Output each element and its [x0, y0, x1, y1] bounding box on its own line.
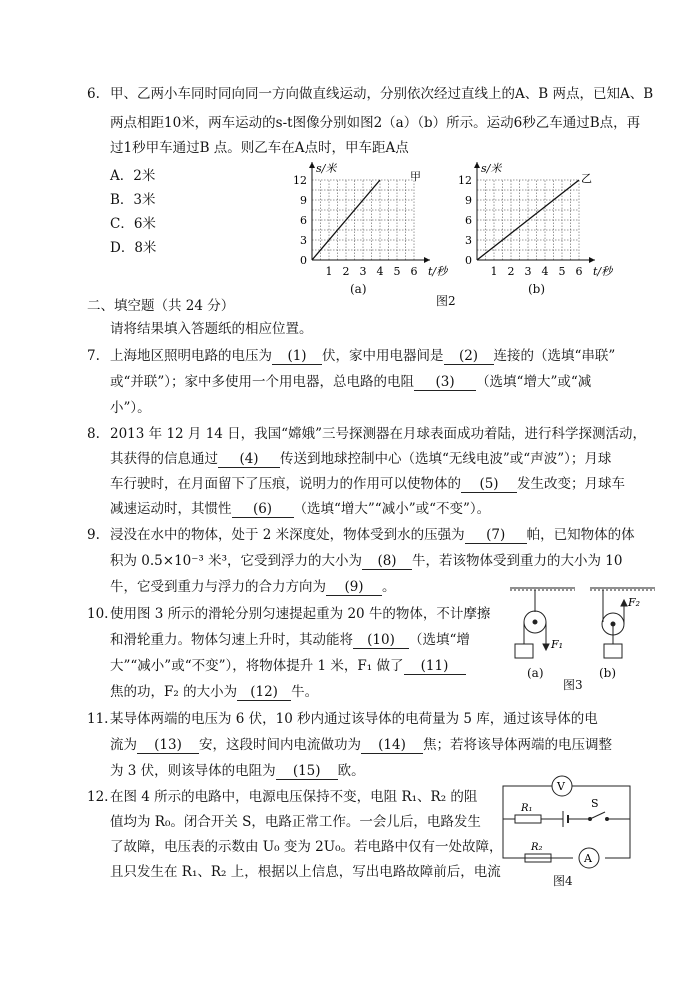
x-tick-label: 1 — [490, 265, 498, 278]
q10-line2 — [110, 630, 470, 650]
q10-text: 大”“减小”或“不变”），将物体提升 1 米，F₁ 做了 — [110, 658, 404, 674]
x-tick-label: 6 — [575, 265, 583, 278]
x-axis-label: t/秒 — [428, 265, 448, 278]
wire — [572, 786, 630, 858]
q9-text: 牛，它受到重力与浮力的合力方向为 — [110, 579, 326, 595]
blank-9[interactable]: (9) — [326, 579, 382, 596]
q10-number: 10. — [87, 606, 109, 622]
chart-a — [293, 162, 449, 278]
blank-14[interactable]: (14) — [361, 737, 423, 754]
q9-line1 — [110, 525, 635, 545]
y-tick-label: 6 — [300, 214, 307, 227]
q11-text: 欧。 — [337, 763, 365, 779]
y-axis-label: s/米 — [316, 162, 337, 175]
q10-line4 — [110, 682, 318, 702]
q9-line3 — [110, 577, 396, 597]
x-tick-label: 4 — [376, 265, 384, 278]
q9-text: 浸没在水中的物体，处于 2 米深度处，物体受到水的压强为 — [110, 527, 465, 543]
switch-label: S — [591, 797, 599, 810]
q6-line3: 过1秒甲车通过B 点。则乙车在A点时，甲车距A点 — [110, 140, 409, 156]
q11-text: 焦；若将该导体两端的电压调整 — [423, 737, 612, 753]
chart-b — [458, 162, 614, 278]
y-axis-label: s/米 — [481, 162, 502, 175]
q6-option-b: B．3米 — [110, 192, 156, 208]
section-2-note: 请将结果填入答题纸的相应位置。 — [110, 321, 313, 337]
blank-1[interactable]: (1) — [272, 348, 322, 365]
q7-number: 7. — [87, 348, 100, 364]
blank-6[interactable]: (6) — [232, 501, 294, 518]
q8-line2 — [110, 449, 611, 469]
y-tick-label: 9 — [465, 194, 472, 207]
q7-text: （选填“增大”或“减 — [476, 374, 592, 390]
fig3-caption: 图3 — [563, 678, 583, 692]
y-tick-label: 3 — [300, 234, 307, 247]
blank-7[interactable]: (7) — [465, 527, 527, 544]
q6-option-a: A．2米 — [110, 168, 156, 184]
figure-2-graphs — [280, 156, 630, 306]
q8-text: 车行驶时，在月面留下了压痕，说明力的作用可以使物体的 — [110, 476, 461, 492]
q11-text: 安，这段时间内电流做功为 — [199, 737, 361, 753]
q10-line3 — [110, 656, 466, 676]
blank-5[interactable]: (5) — [461, 476, 517, 493]
fig2-caption: 图2 — [436, 294, 456, 308]
blank-8[interactable]: (8) — [362, 553, 412, 570]
q10-line1: 使用图 3 所示的滑轮分别匀速提起重为 20 牛的物体，不计摩擦 — [110, 606, 491, 622]
q8-text: 减速运动时，其惯性 — [110, 501, 232, 517]
x-tick-label: 1 — [325, 265, 333, 278]
q9-text: 积为 0.5×10⁻³ 米³，它受到浮力的大小为 — [110, 553, 362, 569]
q8-line3 — [110, 474, 625, 494]
q8-text: （选填“增大”“减小”或“不变”）。 — [293, 501, 491, 517]
r2-label: R₂ — [531, 842, 543, 853]
q6-line1: 甲、乙两小车同时同向同一方向做直线运动，分别依次经过直线上的A、B 两点，已知A、B — [110, 86, 654, 102]
y-axis-arrow — [309, 162, 315, 168]
x-tick-label: 4 — [541, 265, 549, 278]
x-axis-arrow — [589, 257, 595, 263]
y-tick-label: 12 — [293, 174, 307, 187]
q6-option-c: C．6米 — [110, 216, 156, 232]
y-tick-label: 0 — [300, 254, 307, 267]
q6-line2: 两点相距10米，两车运动的s-t图像分别如图2（a）（b）所示。运动6秒乙车通过B点，再 — [110, 115, 641, 131]
q12-number: 12. — [87, 789, 109, 805]
y-tick-label: 0 — [465, 254, 472, 267]
fig2-b-label: (b) — [528, 282, 546, 296]
q8-line4 — [110, 499, 490, 519]
ammeter-label: A — [584, 852, 592, 865]
q7-line3: 小”）。 — [110, 400, 151, 416]
q9-line2 — [110, 551, 622, 571]
q10-text: 焦的功，F₂ 的大小为 — [110, 684, 238, 700]
blank-13[interactable]: (13) — [137, 737, 199, 754]
q7-text: 上海地区照明电路的电压为 — [110, 348, 272, 364]
y-tick-label: 12 — [458, 174, 472, 187]
q12-line3: 了故障，电压表的示数由 U₀ 变为 2U₀。若电路中仅有一处故障， — [110, 839, 503, 855]
y-axis-arrow — [474, 162, 480, 168]
x-tick-label: 2 — [342, 265, 350, 278]
q7-text: 或“并联”）；家中多使用一个用电器，总电路的电阻 — [110, 374, 415, 390]
q7-line1 — [110, 346, 615, 366]
blank-11[interactable]: (11) — [404, 658, 466, 675]
q11-number: 11. — [87, 711, 109, 727]
q11-line1: 某导体两端的电压为 6 伏，10 秒内通过该导体的电荷量为 5 库，通过该导体的电 — [110, 711, 598, 727]
q11-text: 流为 — [110, 737, 137, 753]
q8-number: 8. — [87, 426, 100, 442]
blank-3[interactable]: (3) — [414, 374, 476, 391]
q7-text: 伏，家中用电器间是 — [322, 348, 444, 364]
q10-text: 牛。 — [291, 684, 319, 700]
fig2-a-label: (a) — [350, 282, 367, 296]
q8-text: 发生改变；月球车 — [517, 476, 625, 492]
ceiling-lines — [510, 588, 655, 590]
q11-line3 — [110, 761, 365, 781]
q8-line1: 2013 年 12 月 14 日，我国“嫦娥”三号探测器在月球表面成功着陆，进行科学探测活动， — [110, 426, 646, 442]
y-tick-label: 3 — [465, 234, 472, 247]
fig4-caption: 图4 — [553, 874, 573, 888]
x-tick-label: 5 — [558, 265, 566, 278]
q8-text: 其获得的信息通过 — [110, 451, 218, 467]
q7-text: 连接的（选填“串联” — [493, 348, 616, 364]
q12-line2: 值均为 R₀。闭合开关 S，电路正常工作。一会儿后，电路发生 — [110, 814, 481, 830]
blank-15[interactable]: (15) — [276, 763, 338, 780]
q11-line2 — [110, 735, 612, 755]
r1-label: R₁ — [521, 803, 533, 814]
blank-10[interactable]: (10) — [353, 632, 409, 649]
switch-lever — [590, 812, 605, 819]
y-tick-label: 9 — [300, 194, 307, 207]
x-axis-arrow — [424, 257, 430, 263]
q10-text: 和滑轮重力。物体匀速上升时，其动能将 — [110, 632, 353, 648]
section-2-title: 二、填空题（共 24 分） — [87, 298, 235, 314]
q7-line2 — [110, 372, 591, 392]
x-tick-label: 3 — [524, 265, 532, 278]
pulley-b — [602, 590, 627, 658]
resistor-r1 — [515, 815, 541, 823]
voltmeter-label: V — [557, 780, 565, 793]
x-tick-label: 2 — [507, 265, 515, 278]
fig3-b-label: (b) — [599, 666, 617, 680]
blank-2[interactable]: (2) — [444, 348, 494, 365]
series-name-label: 乙 — [581, 172, 592, 185]
q6-option-d: D．8米 — [110, 240, 157, 256]
q12-line4: 且只发生在 R₁、R₂ 上，根据以上信息，写出电路故障前后，电流 — [110, 864, 501, 880]
q11-text: 为 3 伏，则该导体的电阻为 — [110, 763, 276, 779]
q10-text: （选填“增 — [409, 632, 470, 648]
figure-4-circuit — [495, 772, 640, 872]
x-tick-label: 5 — [393, 265, 401, 278]
x-tick-label: 6 — [410, 265, 418, 278]
f2-label: F₂ — [628, 596, 641, 609]
q9-text: 牛，若该物体受到重力的大小为 10 — [412, 553, 623, 569]
series-name-label: 甲 — [410, 170, 421, 183]
x-axis-label: t/秒 — [593, 265, 613, 278]
blank-12[interactable]: (12) — [237, 684, 291, 701]
x-tick-label: 3 — [359, 265, 367, 278]
pulley-a — [515, 590, 549, 658]
q9-number: 9. — [87, 527, 100, 543]
y-tick-label: 6 — [465, 214, 472, 227]
fig3-a-label: (a) — [527, 666, 544, 680]
f1-label: F₁ — [551, 638, 564, 651]
q9-text: 。 — [382, 579, 396, 595]
q6-number: 6. — [87, 86, 100, 102]
blank-4[interactable]: (4) — [218, 451, 280, 468]
q12-line1: 在图 4 所示的电路中，电源电压保持不变，电阻 R₁、R₂ 的阻 — [110, 789, 478, 805]
q8-text: 传送到地球控制中心（选填“无线电波”或“声波”）；月球 — [280, 451, 612, 467]
q9-text: 帕，已知物体的体 — [526, 527, 635, 543]
